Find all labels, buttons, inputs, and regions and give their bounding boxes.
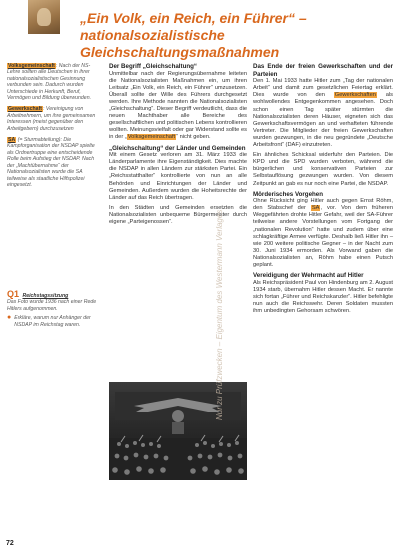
section-heading: Mörderisches Vorgehen (253, 190, 324, 198)
definition-sa (7, 137, 102, 188)
bullet-icon: ● (7, 314, 12, 322)
paragraph: Als Reichspräsident Paul von Hindenburg am 2. August 1934 starb, übernahm Hitler dessen Macht. Er nannte sich fortan „Führer und Reichskanzler“. Hitler befehligte nun auch die Reichswehr. Deren Soldaten mussten ihm unbedingten Gehorsam schwören. (253, 279, 393, 315)
glossary-highlight: SA (311, 205, 320, 212)
page-title: „Ein Volk, ein Reich, ein Führer“ – nationalsozialistische Gleichschaltungsmaßnahmen (80, 10, 307, 60)
definition-term: Gewerkschaft (8, 106, 43, 113)
section-heading: „Gleichschaltung“ der Länder und Gemeinden (109, 144, 246, 152)
text-column-right (253, 63, 393, 318)
paragraph: Den 1. Mai 1933 hatte Hitler zum „Tag der nationalen Arbeit“ und damit zum gesetzlichen Feiertag erklärt. Dies wurde von den Gewerkschaften als wohlwollendes Entgegenkommen angesehen. Doch schon einen Tag später stürmten die Nationalsozialisten deren Häuser, eigneten sich das Gewerkschaftsvermögen an und verhafteten führende Vertreter. Die Mitglieder der freien Gewerkschaften wurden gezwungen, in die neu gegründete „Deutsche Arbeitsfront“ (DAF) einzutreten. (253, 78, 393, 149)
definition-volksgemeinschaft: Volksgemeinschaft: Nach der NS-Lehre sollten alle Deutschen in ihrer nationalsozialistischen Gesinnung verbunden sein. Dadurch wurden Unterschiede in Herkunft, Beruf, Vermögen und Bildung überwunden. (7, 63, 92, 102)
definition-term: SA (8, 137, 16, 144)
paragraph: In den Städten und Gemeinden ersetzten die Nationalsozialisten unbequeme Bürgermeister durch eigene „Parteigenossen“. (109, 204, 247, 225)
section-heading: Vereidigung der Wehrmacht auf Hitler (253, 272, 364, 280)
definition-gewerkschaft: Gewerkschaft: Vereinigung von Arbeitnehmern, um ihre gemeinsamen Interessen (meist gegenüber den Arbeitgebern) durchzusetzen (7, 106, 96, 132)
source-label: Q1 (7, 289, 20, 299)
watermark: Nur zu Prüfzwecken – Eigentum des Westermann Verlages (215, 209, 224, 420)
section-heading: Der Begriff „Gleichschaltung“ (109, 63, 198, 70)
glossary-highlight: Gewerkschaften (334, 92, 376, 99)
definition-term: Volksgemeinschaft (8, 63, 55, 69)
sidebar-glossary (7, 63, 102, 193)
header-photo-thumbnail (28, 0, 60, 34)
glossary-highlight: Volksgemeinschaft (127, 134, 176, 141)
task-bullet (7, 315, 102, 328)
paragraph: Mit einem Gesetz verloren am 31. März 1933 die Länderparlamente ihre Eigenständigkeit. Dies machte die NSDAP in allen Ländern zur stärksten Partei. Ein „Reichsstatthalter“ kontrollierte von nun an alle Behörden und Einrichtungen der Länder und Gemeinden. Außerdem wurden die Hoheitsrechte der Länder auf das Reich übertragen. (109, 152, 247, 201)
definition-text: Nach der NS-Lehre sollten alle Deutschen in ihrer nationalsozialistischen Gesinnung verbunden sein. Dadurch wurden Unterschiede in Herkunft, Beruf, Vermögen und Bildung überwunden. (7, 63, 92, 102)
paragraph: Ohne Rücksicht ging Hitler auch gegen Ernst Röhm, den Stabschef der SA, vor. Von dem früheren Weggefährten drohte Hitler Gefahr, weil der SA-Führer teilweise andere Vorstellungen vom Fortgang der „nationalen Revolution“ hatte und zudem über eine schlagkräftige Armee verfügte. Deshalb ließ Hitler ihn – wie 200 weitere politische Gegner – in der Nacht zum 30. Juni 1934 ermorden. Als Vorwand gaben die Nationalsozialisten an, Röhm habe einen Putsch geplant. (253, 198, 394, 269)
source-caption: Das Foto wurde 1936 nach einer Rede Hitlers aufgenommen. (7, 299, 97, 312)
paragraph: Ein ähnliches Schicksal widerfuhr den Parteien. Die KPD und die SPD wurden verboten, während die bürgerlichen und konservativen Parteien zur Selbstauflösung gezwungen wurden. Von diesem Zeitpunkt an gab es nur noch eine Partei, die NSDAP. (253, 152, 393, 187)
paragraph: Unmittelbar nach der Regierungsübernahme leiteten die Nationalsozialisten Maßnahmen ein, um ihren Leitsatz „Ein Volk, ein Reich, ein Führer“ umzusetzen. Überall sollte der Wille des Führers durchgesetzt werden. Ihre Methode nannten die Nationalsozialisten „Gleichschaltung“. Dieser Begriff verdeutlicht, dass die neuen Machthaber alle Bereiche des gesellschaftlichen und politischen Lebens kontrollieren wollten. Meinungsvielfalt oder gar Widerstand sollte es in der „Volksgemeinschaft“ nicht geben. (109, 70, 247, 141)
definition-text: (= Sturmabteilung): Die Kampforganisation der NSDAP spielte als Ordnertruppe eine entscheidende Rolle beim Aufstieg der NSDAP. Nach der „Machtübernahme“ der Nationalsozialisten wurde die SA teilweise als staatliche Hilfspolizei eingesetzt. (7, 137, 95, 188)
definition-text: Vereinigung von Arbeitnehmern, um ihre gemeinsamen Interessen (meist gegenüber den Arbeitgebern) durchzusetzen (7, 106, 96, 132)
task-text: Erkläre, warum nur Anhänger der NSDAP im Reichstag waren. (14, 315, 91, 328)
source-title: Reichstagssitzung (22, 293, 69, 299)
section-heading: Das Ende der freien Gewerkschaften und der Parteien (253, 63, 393, 78)
page-number: 72 (6, 540, 14, 547)
source-task-q1 (7, 291, 102, 328)
